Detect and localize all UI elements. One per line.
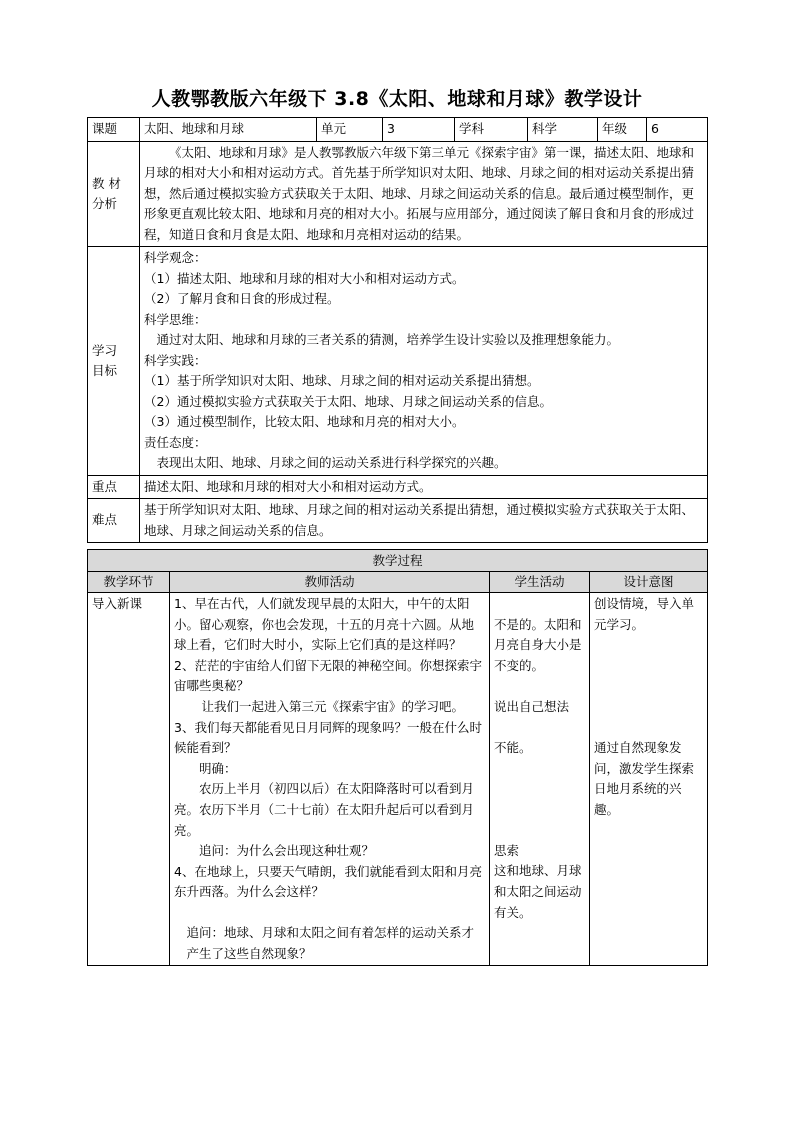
teacher-line: 1、早在古代，人们就发现早晨的太阳大，中午的太阳小。留心观察，你也会发现，十五的月亮十六圆。从地球上看，它们时大时小，实际上它们真的是这样吗？ <box>174 596 475 653</box>
analysis-row <box>88 141 708 247</box>
header-stage: 教学环节 <box>88 572 170 593</box>
intent-line: 创设情境，导入单元学习。 <box>594 596 695 632</box>
course-value: 太阳、地球和月球 <box>140 118 317 142</box>
teaching-process-table <box>87 549 708 966</box>
goal-line: 科学思维： <box>144 311 207 327</box>
difficulty-row <box>88 499 708 543</box>
page-title: 人教鄂教版六年级下 3.8《太阳、地球和月球》教学设计 <box>151 88 643 110</box>
student-line: 不是的。太阳和月亮自身大小是不变的。 <box>494 616 582 673</box>
analysis-text: 《太阳、地球和月球》是人教鄂教版六年级下第三单元《探索宇宙》第一课，描述太阳、地球和月球的相对大小和相对运动方式。首先基于所学知识对太阳、地球、月球之间的相对运动关系提出猜想，然后通过模拟实验方式获取关于太阳、地球、月球之间运动关系的信息。最后通过模型制作，更形象更直观比较太阳、地球和月亮的相对大小。拓展与应用部分，通过阅读了解日食和月食的形成过程，知道日食和月食是太阳、地球和月亮相对运动的结果。 <box>140 141 708 247</box>
goals-label <box>88 247 140 476</box>
goals-content <box>140 247 708 476</box>
stage-name: 导入新课 <box>88 593 170 966</box>
teacher-line: 追问：为什么会出现这种壮观？ <box>199 843 375 859</box>
process-header-row <box>88 572 708 593</box>
teacher-line: 农历上半月（初四以后）在太阳降落时可以看到月亮。农历下半月（二十七前）在太阳升起后可以看到月亮。 <box>174 781 475 838</box>
student-line: 这和地球、月球和太阳之间运动有关。 <box>494 863 582 920</box>
design-intent <box>590 593 708 966</box>
spacer <box>174 903 485 923</box>
unit-value: 3 <box>383 118 455 142</box>
header-teacher: 教师活动 <box>170 572 490 593</box>
course-label: 课题 <box>88 118 140 142</box>
goal-line: （2）通过模拟实验方式获取关于太阳、地球、月球之间运动关系的信息。 <box>144 393 552 409</box>
subject-label: 学科 <box>455 118 528 142</box>
goals-label-line2: 目标 <box>92 362 118 378</box>
lesson-info-table <box>87 117 708 543</box>
analysis-label <box>88 141 140 247</box>
student-line: 不能。 <box>494 740 532 756</box>
goal-line: 表现出太阳、地球、月球之间的运动关系进行科学探究的兴趣。 <box>156 455 507 470</box>
key-row <box>88 475 708 499</box>
student-activity <box>490 593 590 966</box>
info-row <box>88 118 708 142</box>
process-section-row <box>88 550 708 572</box>
grade-value: 6 <box>647 118 708 142</box>
header-student: 学生活动 <box>490 572 590 593</box>
teacher-line: 3、我们每天都能看见日月同辉的现象吗？一般在什么时候能看到？ <box>174 719 482 756</box>
teacher-line: 追问：地球、月球和太阳之间有着怎样的运动关系才产生了这些自然现象？ <box>186 924 475 961</box>
goal-line: 科学观念： <box>144 250 207 265</box>
difficulty-text: 基于所学知识对太阳、地球、月球之间的相对运动关系提出猜想，通过模拟实验方式获取关于太阳、地球、月球之间运动关系的信息。 <box>140 499 708 543</box>
goal-line: 责任态度： <box>144 434 207 450</box>
student-line: 说出自己想法 <box>494 698 570 714</box>
analysis-label-line1: 教 材 <box>92 175 121 191</box>
goals-label-line1: 学习 <box>92 342 118 358</box>
key-label: 重点 <box>88 475 140 499</box>
goal-line: 通过对太阳、地球和月球的三者关系的猜测，培养学生设计实验以及推理想象能力。 <box>156 332 620 347</box>
teacher-line: 明确： <box>199 760 237 776</box>
teacher-line: 4、在地球上，只要天气晴朗，我们就能看到太阳和月亮东升西落。为什么会这样？ <box>174 863 482 900</box>
difficulty-label: 难点 <box>88 499 140 543</box>
teacher-line: 让我们一起进入第三元《探索宇宙》的学习吧。 <box>201 698 465 714</box>
process-row <box>88 593 708 966</box>
student-line: 思索 <box>494 842 520 858</box>
goals-row <box>88 247 708 476</box>
intent-line: 通过自然现象发问，激发学生探索日地月系统的兴趣。 <box>594 740 695 817</box>
unit-label: 单元 <box>317 118 383 142</box>
grade-label: 年级 <box>598 118 647 142</box>
subject-value: 科学 <box>528 118 598 142</box>
process-section-title: 教学过程 <box>88 550 708 572</box>
analysis-label-line2: 分析 <box>92 195 118 211</box>
goal-line: （2）了解月食和日食的形成过程。 <box>144 291 340 306</box>
key-text: 描述太阳、地球和月球的相对大小和相对运动方式。 <box>140 475 708 499</box>
teacher-line: 2、茫茫的宇宙给人们留下无限的神秘空间。你想探索宇宙哪些奥秘？ <box>174 657 482 694</box>
goal-line: 科学实践： <box>144 352 207 368</box>
goal-line: （1）描述太阳、地球和月球的相对大小和相对运动方式。 <box>144 270 465 286</box>
header-intent: 设计意图 <box>590 572 708 593</box>
goal-line: （3）通过模型制作，比较太阳、地球和月亮的相对大小。 <box>144 414 465 429</box>
goal-line: （1）基于所学知识对太阳、地球、月球之间的相对运动关系提出猜想。 <box>144 373 540 388</box>
teacher-activity <box>170 593 490 966</box>
